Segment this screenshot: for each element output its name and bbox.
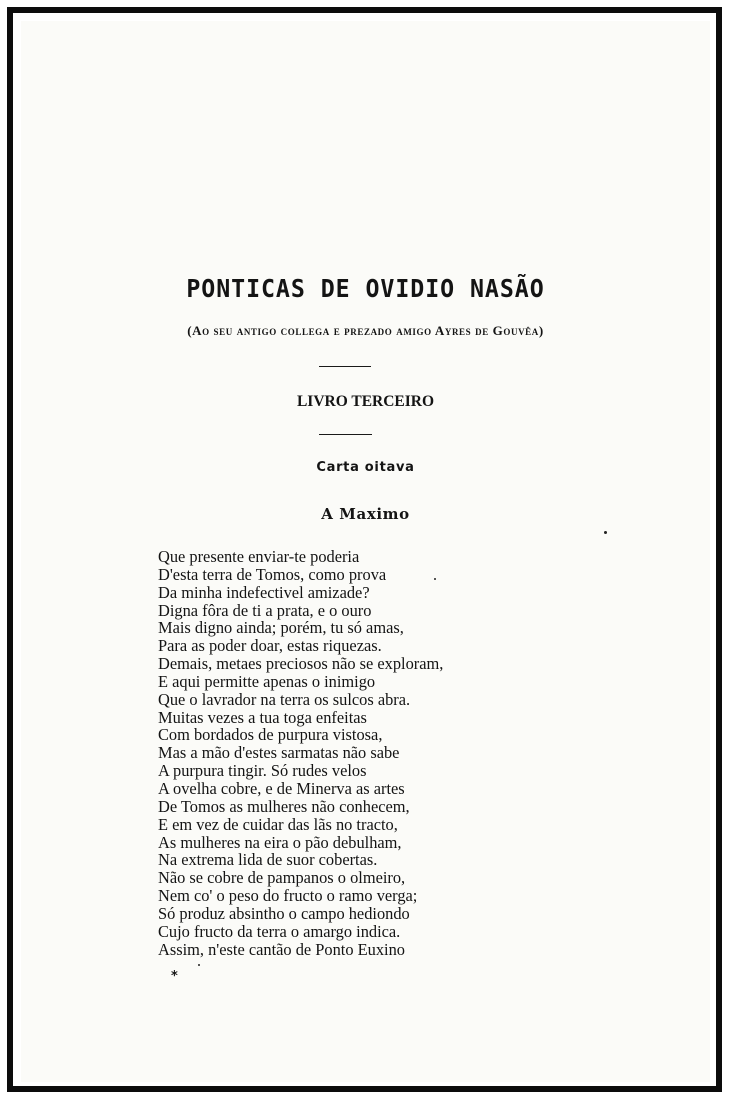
verse-line: Não se cobre de pampanos o olmeiro,	[158, 868, 406, 888]
verse-line: Que presente enviar-te poderia	[158, 547, 360, 566]
verse-line: E em vez de cuidar das lãs no tracto,	[158, 814, 398, 834]
verse-line: Assim, n'este cantão de Ponto Euxino	[158, 939, 405, 959]
verse-line: Com bordados de purpura vistosa,	[158, 725, 383, 745]
verse-line: Só produz absintho o campo hediondo	[158, 903, 410, 923]
verse-line: Digna fôra de ti a prata, e o ouro	[158, 600, 372, 620]
verse-line: Muitas vezes a tua toga enfeitas	[158, 707, 367, 727]
verse-line: Para as poder doar, estas riquezas.	[158, 636, 382, 656]
poem-verses	[158, 548, 443, 958]
verse-line: Nem co' o peso do fructo o ramo verga;	[158, 886, 418, 906]
verse-line: Mais digno ainda; porém, tu só amas,	[158, 618, 404, 638]
page	[21, 21, 710, 1082]
verse-line: A ovelha cobre, e de Minerva as artes	[158, 778, 405, 798]
divider-rule-top	[319, 366, 371, 367]
verse-line: As mulheres na eira o pão debulham,	[158, 832, 402, 852]
verse-line: Demais, metaes preciosos não se exploram,	[158, 654, 444, 674]
print-speck	[604, 531, 607, 534]
verse-line: Na extrema lida de suor cobertas.	[158, 850, 378, 870]
verse-line: De Tomos as mulheres não conhecem,	[158, 796, 410, 816]
print-speck	[434, 578, 436, 580]
dedication-line: (Ao seu antigo collega e prezado amigo Ayres de Gouvêa)	[187, 323, 544, 338]
verse-line: Cujo fructo da terra o amargo indica.	[158, 921, 401, 941]
letter-heading: Carta oitava	[316, 460, 415, 475]
verse-line: Mas a mão d'estes sarmatas não sabe	[158, 743, 400, 763]
book-heading: LIVRO TERCEIRO	[296, 393, 435, 410]
addressee-heading: A Maximo	[321, 505, 410, 523]
signature-mark: *	[171, 969, 178, 984]
verse-line: Que o lavrador na terra os sulcos abra.	[158, 689, 411, 709]
print-speck	[198, 964, 200, 966]
verse-line: E aqui permitte apenas o inimigo	[158, 671, 376, 691]
verse-line: Da minha indefectivel amizade?	[158, 582, 370, 602]
divider-rule-bottom	[319, 434, 372, 435]
page-title: PONTICAS DE OVIDIO NASÃO	[186, 274, 545, 303]
verse-line: D'esta terra de Tomos, como prova	[158, 564, 387, 584]
verse-line: A purpura tingir. Só rudes velos	[158, 761, 367, 781]
